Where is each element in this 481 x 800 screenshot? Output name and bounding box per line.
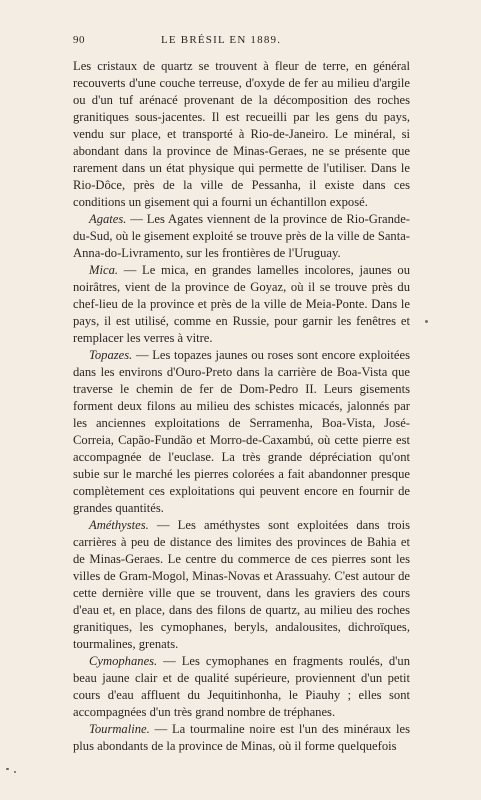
paper-speck xyxy=(6,768,9,770)
section-lead-topazes: Topazes. xyxy=(89,348,133,362)
paragraph-text: — Le mica, en grandes lamelles incolores, jaunes ou noirâtres, vient de la province de Goyaz, où il se trouve près du chef-lieu de la province et près de la ville de Meia-Ponte. Dans le pays, il est utilisé, comme en Russie, pour garnir les fenêtres et remplacer les verres à vitre. xyxy=(73,263,410,345)
paragraph-tourmaline xyxy=(73,721,410,755)
section-lead-tourmaline: Tourmaline. xyxy=(89,722,150,736)
section-lead-amethystes: Améthystes. xyxy=(89,518,149,532)
paragraph-text: — Les topazes jaunes ou roses sont encore exploitées dans les environs d'Ouro-Preto dans la carrière de Boa-Vista que traverse le chemin de fer de Dom-Pedro II. Leurs gisements forment deux filons au milieu des schistes micacés, jalonnés par les anciennes exploitations de Serramenha, Boa-Vista, José-Correia, Capão-Fundão et Morro-de-Caxambú, où cette pierre est accompagnée de l'euclase. La très grande dépréciation qu'ont subie sur le marché les pierres colorées a fait abandonner presque complètement ces exploitations qui peuvent encore en fournir de grandes quantités. xyxy=(73,348,410,515)
paragraph-mica xyxy=(73,262,410,347)
paragraph-cymophanes xyxy=(73,653,410,721)
paragraph-quartz xyxy=(73,58,410,211)
paragraph-text: — La tourmaline noire est l'un des minéraux les plus abondants de la province de Minas, où il forme quelquefois xyxy=(73,722,410,753)
section-lead-mica: Mica. xyxy=(89,263,119,277)
section-lead-cymophanes: Cymophanes. xyxy=(89,654,158,668)
paragraph-text: — Les Agates viennent de la province de Rio-Grande-du-Sud, où le gisement exploité se trouve près de la ville de Santa-Anna-do-Livramento, sur les frontières de l'Uruguay. xyxy=(73,212,410,260)
paragraph-amethystes xyxy=(73,517,410,653)
page-number: 90 xyxy=(73,34,85,46)
running-title: LE BRÉSIL EN 1889. xyxy=(161,34,282,46)
paragraph-agates xyxy=(73,211,410,262)
section-lead-agates: Agates. xyxy=(89,212,127,226)
paragraph-topazes xyxy=(73,347,410,517)
body-text xyxy=(73,58,410,755)
paper-speck xyxy=(14,771,16,773)
paragraph-text: — Les cymophanes en fragments roulés, d'un beau jaune clair et de qualité supérieure, proviennent d'un petit cours d'eau affluent du Jequitinhonha, le Piauhy ; elles sont accompagnées d'un très grand nombre de tréphanes. xyxy=(73,654,410,719)
paragraph-text: Les cristaux de quartz se trouvent à fleur de terre, en général recouverts d'une couche terreuse, d'oxyde de fer au milieu d'argile ou d'un tuf arénacé provenant de la décomposition des roches granitiques sous-jacentes. Il est recueilli par les gens du pays, vendu sur place, et transporté à Rio-de-Janeiro. Le minéral, si abondant dans la province de Minas-Geraes, ne se présente que rarement dans un état physique qui permette de l'utiliser. Dans le Rio-Dôce, près de la ville de Pessanha, il existe dans ces conditions un gisement qui a fourni un échantillon exposé. xyxy=(73,59,410,209)
paragraph-text: — Les améthystes sont exploitées dans trois carrières à peu de distance des limites des provinces de Bahia et de Minas-Geraes. Le centre du commerce de ces pierres sont les villes de Gram-Mogol, Minas-Novas et Arassuahy. C'est autour de cette dernière ville que se trouvent, dans les graviers des cours d'eau et, en place, dans des filons de quartz, au milieu des roches granitiques, les cymophanes, beryls, andalousites, dichroïques, tourmalines, grenats. xyxy=(73,518,410,651)
paper-speck xyxy=(425,320,428,323)
